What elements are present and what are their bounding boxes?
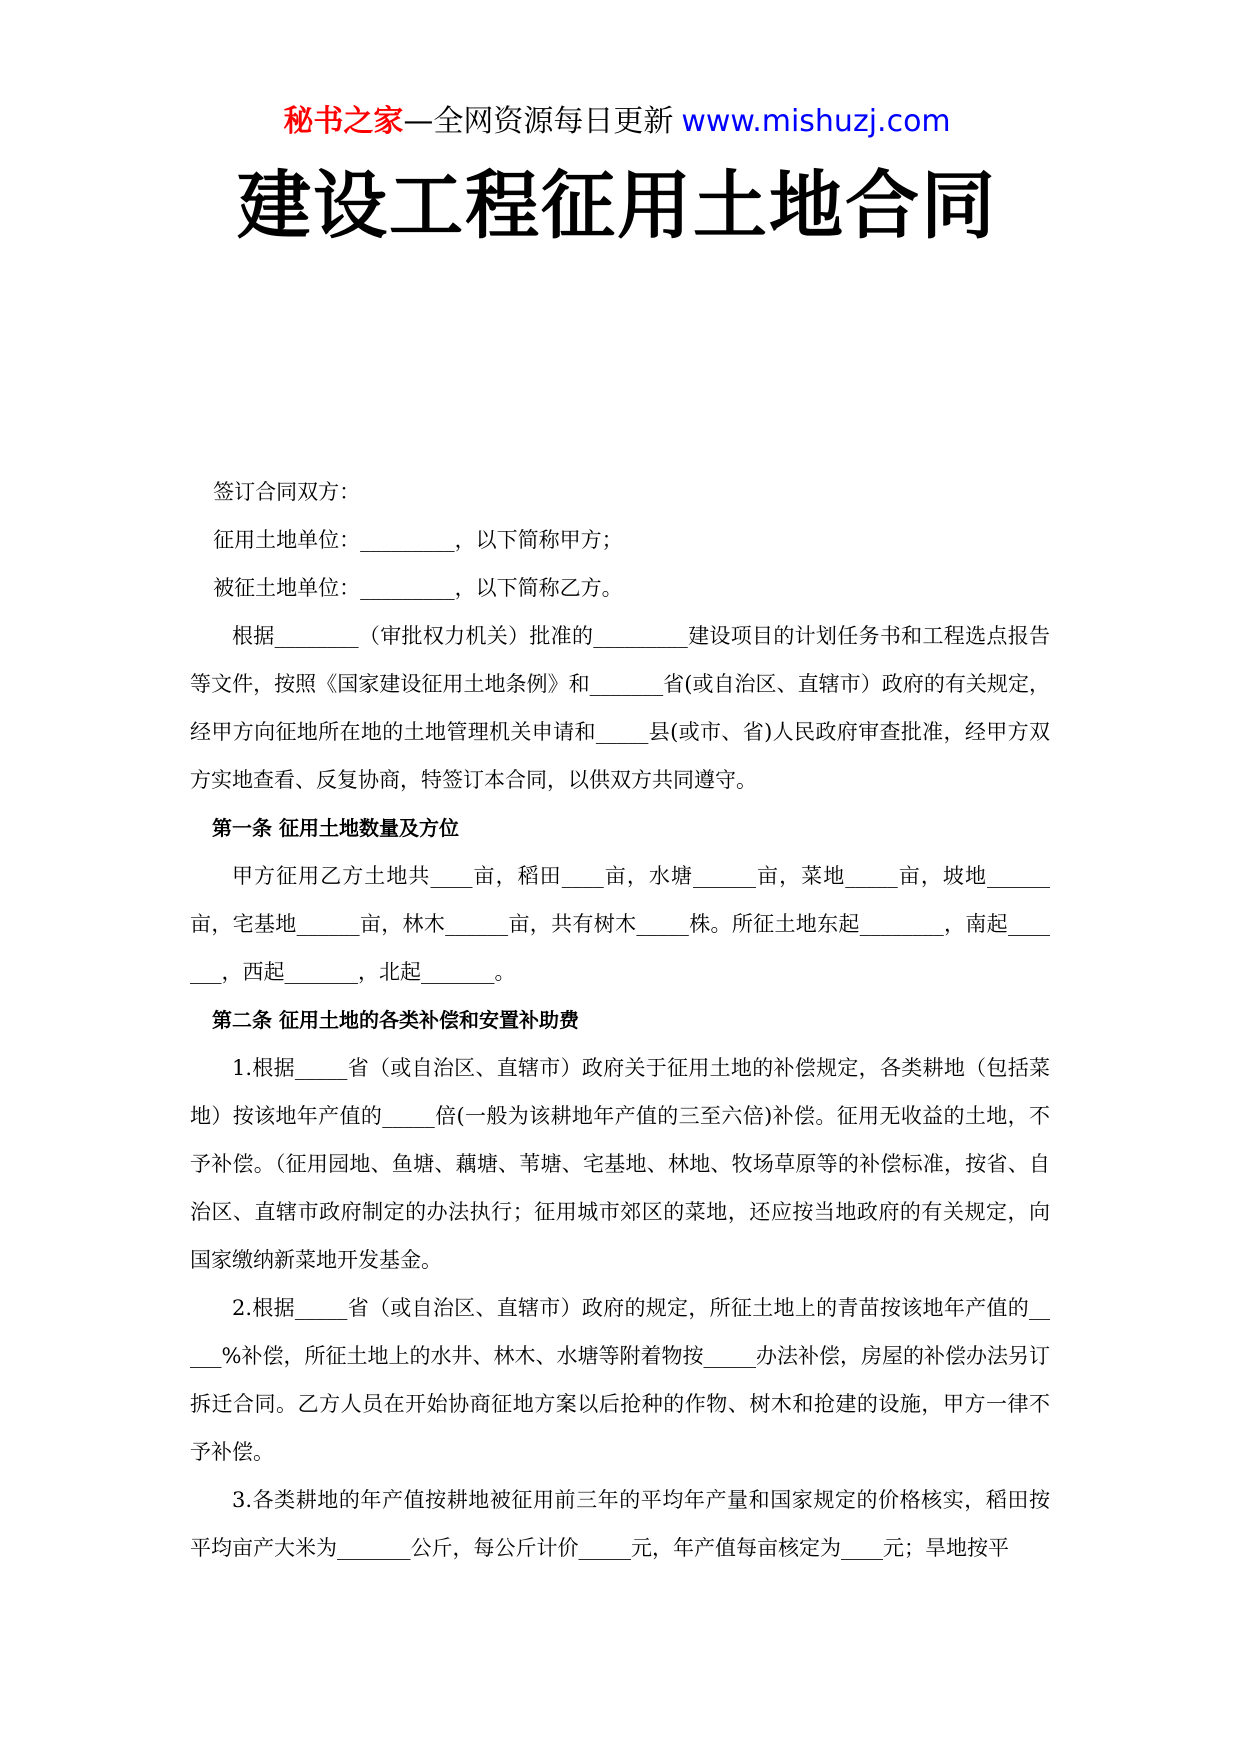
- party-b-line: 被征土地单位：_________，以下简称乙方。: [213, 576, 623, 600]
- preamble-paragraph: 根据________（审批权力机关）批准的_________建设项目的计划任务书和工程选点报告等文件，按照《国家建设征用土地条例》和_______省(或自治区、直辖市）政府的有关规定，经甲方向征地所在地的土地管理机关申请和_____县(或市、省)人民政府审查批准，经甲方双方实地查看、反复协商，特签订本合同，以供双方共同遵守。: [190, 624, 1050, 792]
- article-2-heading: 第二条 征用土地的各类补偿和安置补助费: [212, 1008, 579, 1032]
- article-1-paragraph: 甲方征用乙方土地共____亩，稻田____亩，水塘______亩，菜地_____亩，坡地______亩，宅基地______亩，林木______亩，共有树木_____株。所征土地东起________，南起_______，西起_______，北起_______。: [190, 864, 1050, 984]
- party-a-line: 征用土地单位：_________，以下简称甲方；: [213, 528, 623, 552]
- parties-intro: 签订合同双方：: [213, 480, 361, 504]
- article-2-clause-3: 3.各类耕地的年产值按耕地被征用前三年的平均年产量和国家规定的价格核实，稻田按平均亩产大米为_______公斤，每公斤计价_____元，年产值每亩核定为____元；旱地按平: [190, 1488, 1050, 1560]
- site-url[interactable]: www.mishuzj.com: [681, 104, 951, 139]
- article-1-heading: 第一条 征用土地数量及方位: [212, 816, 459, 840]
- document-title: 建设工程征用土地合同: [237, 163, 997, 249]
- contract-body: [190, 468, 1050, 1572]
- brand-name: 秘书之家: [283, 104, 404, 139]
- header-slogan: —全网资源每日更新: [403, 104, 674, 139]
- article-2-clause-1: 1.根据_____省（或自治区、直辖市）政府关于征用土地的补偿规定，各类耕地（包括菜地）按该地年产值的_____倍(一般为该耕地年产值的三至六倍)补偿。征用无收益的土地，不予补偿。（征用园地、鱼塘、藕塘、苇塘、宅基地、林地、牧场草原等的补偿标准，按省、自治区、直辖市政府制定的办法执行；征用城市郊区的菜地，还应按当地政府的有关规定，向国家缴纳新菜地开发基金。: [190, 1056, 1050, 1272]
- article-2-clause-2: 2.根据_____省（或自治区、直辖市）政府的规定，所征土地上的青苗按该地年产值的_____%补偿，所征土地上的水井、林木、水塘等附着物按_____办法补偿，房屋的补偿办法另订拆迁合同。乙方人员在开始协商征地方案以后抢种的作物、树木和抢建的设施，甲方一律不予补偿。: [190, 1296, 1050, 1464]
- site-header: [0, 100, 1234, 144]
